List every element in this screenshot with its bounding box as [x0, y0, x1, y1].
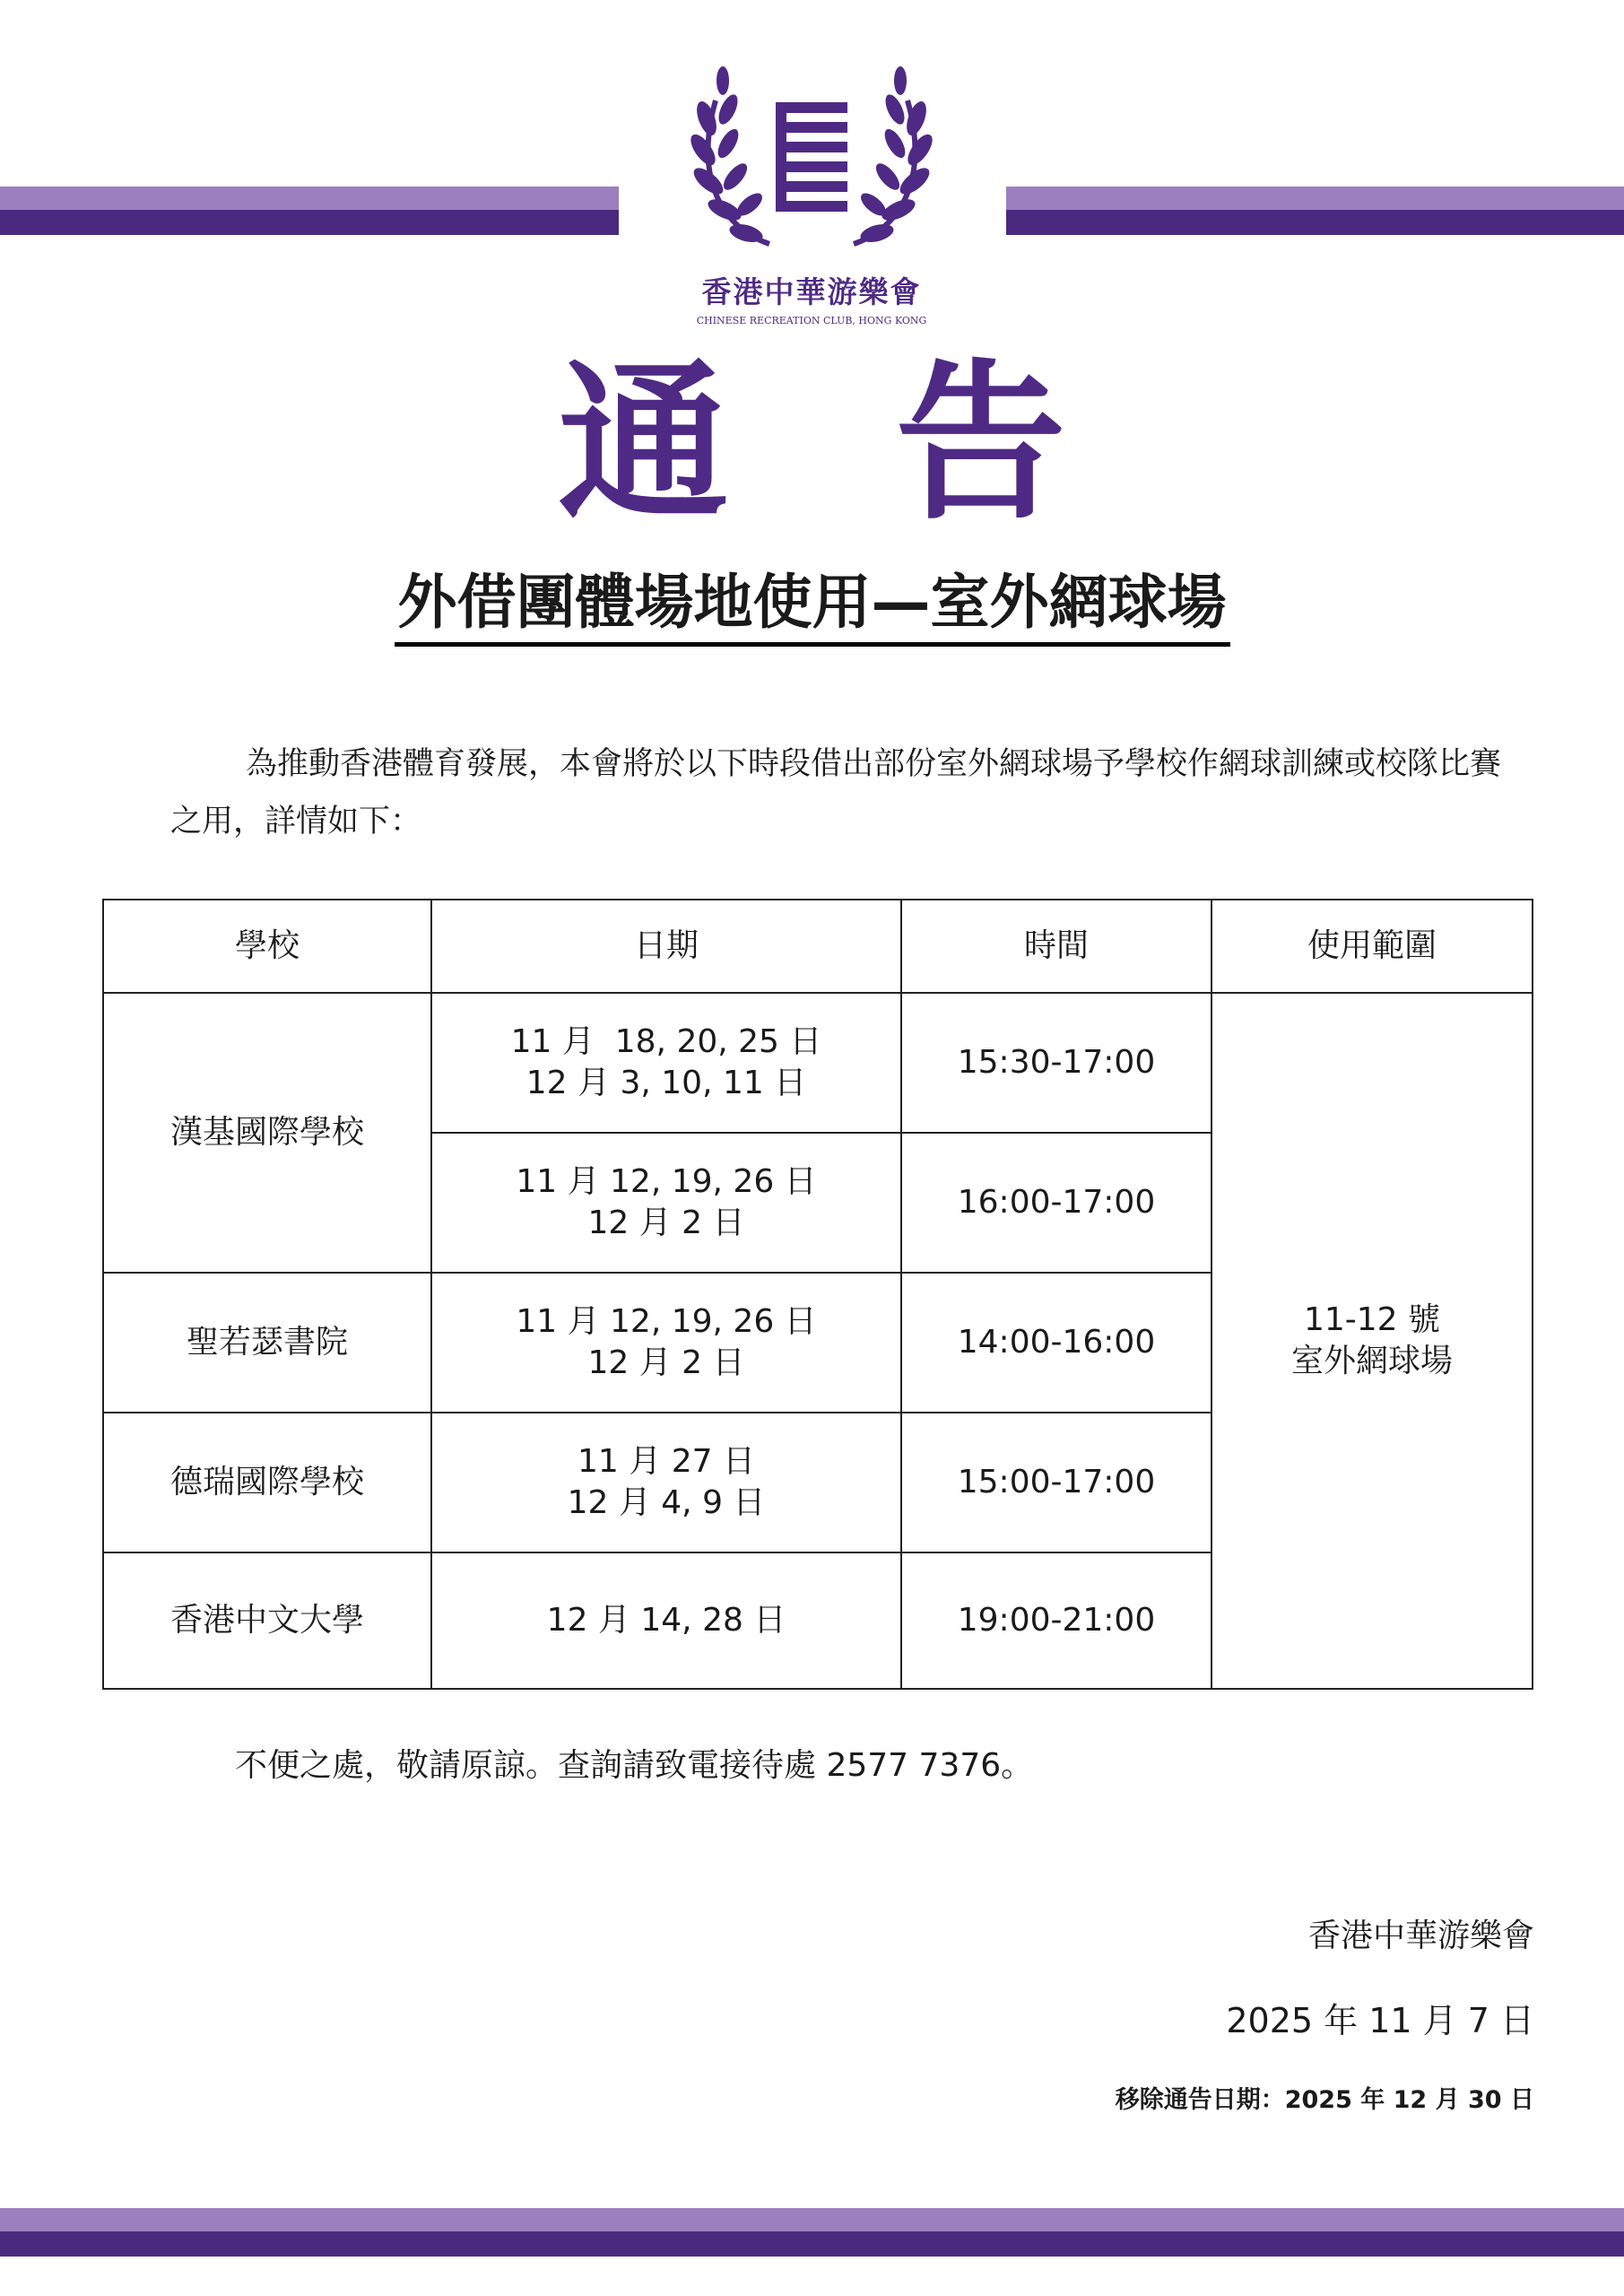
date-line: 11 月 18, 20, 25 日 [510, 1023, 822, 1060]
club-logo [690, 56, 933, 334]
date-cell [431, 993, 901, 1133]
school-cell: 德瑞國際學校 [103, 1413, 431, 1552]
date-line: 12 月 4, 9 日 [567, 1484, 766, 1521]
notice-subject-text: 外借團體場地使用—室外網球場 [395, 567, 1230, 647]
date-cell [431, 1273, 901, 1413]
date-line: 11 月 12, 19, 26 日 [516, 1163, 817, 1200]
issue-date: 2025 年 11 月 7 日 [1226, 2001, 1534, 2040]
time-cell: 19:00-21:00 [901, 1552, 1211, 1689]
closing-text: 不便之處，敬請原諒。查詢請致電接待處 2577 7376。 [235, 1747, 1034, 1784]
footer-band [0, 2208, 1624, 2257]
time-cell: 15:00-17:00 [901, 1413, 1211, 1552]
school-cell: 聖若瑟書院 [103, 1273, 431, 1413]
date-line: 12 月 2 日 [587, 1205, 745, 1241]
date-cell [431, 1552, 901, 1689]
date-line: 12 月 3, 10, 11 日 [525, 1065, 807, 1101]
school-cell: 漢基國際學校 [103, 993, 431, 1273]
notice-title: 通 告 [558, 344, 1120, 543]
header-scope: 使用範圍 [1211, 900, 1533, 993]
table-row [103, 993, 1533, 1133]
scope-cell [1211, 993, 1533, 1689]
date-cell [431, 1133, 901, 1273]
time-cell: 15:30-17:00 [901, 993, 1211, 1133]
date-cell [431, 1413, 901, 1552]
scope-line: 室外網球場 [1290, 1343, 1453, 1379]
intro-paragraph: 為推動香港體育發展，本會將於以下時段借出部份室外網球場予學校作網球訓練或校隊比賽之用，詳情如下： [170, 746, 1502, 839]
org-name-zh: 香港中華游樂會 [701, 274, 922, 309]
school-cell: 香港中文大學 [103, 1552, 431, 1689]
date-line: 12 月 14, 28 日 [546, 1602, 786, 1639]
scope-line: 11-12 號 [1303, 1301, 1441, 1338]
table-header-row [103, 900, 1533, 993]
notice-subject [0, 567, 1624, 647]
laurel-wreath-trigram-icon [690, 56, 933, 262]
header-band-left [0, 187, 619, 235]
date-line: 11 月 12, 19, 26 日 [516, 1303, 817, 1340]
date-line: 12 月 2 日 [587, 1344, 745, 1381]
header-time: 時間 [901, 900, 1211, 993]
header-date: 日期 [431, 900, 901, 993]
schedule-table [102, 899, 1533, 1690]
header-band-right [1006, 187, 1624, 235]
date-line: 11 月 27 日 [578, 1443, 755, 1480]
header-school: 學校 [103, 900, 431, 993]
time-cell: 16:00-17:00 [901, 1133, 1211, 1273]
signature: 香港中華游樂會 [1307, 1918, 1534, 1954]
org-name-en: CHINESE RECREATION CLUB, HONG KONG [696, 315, 927, 326]
time-cell: 14:00-16:00 [901, 1273, 1211, 1413]
removal-date: 移除通告日期：2025 年 12 月 30 日 [1115, 2086, 1534, 2114]
